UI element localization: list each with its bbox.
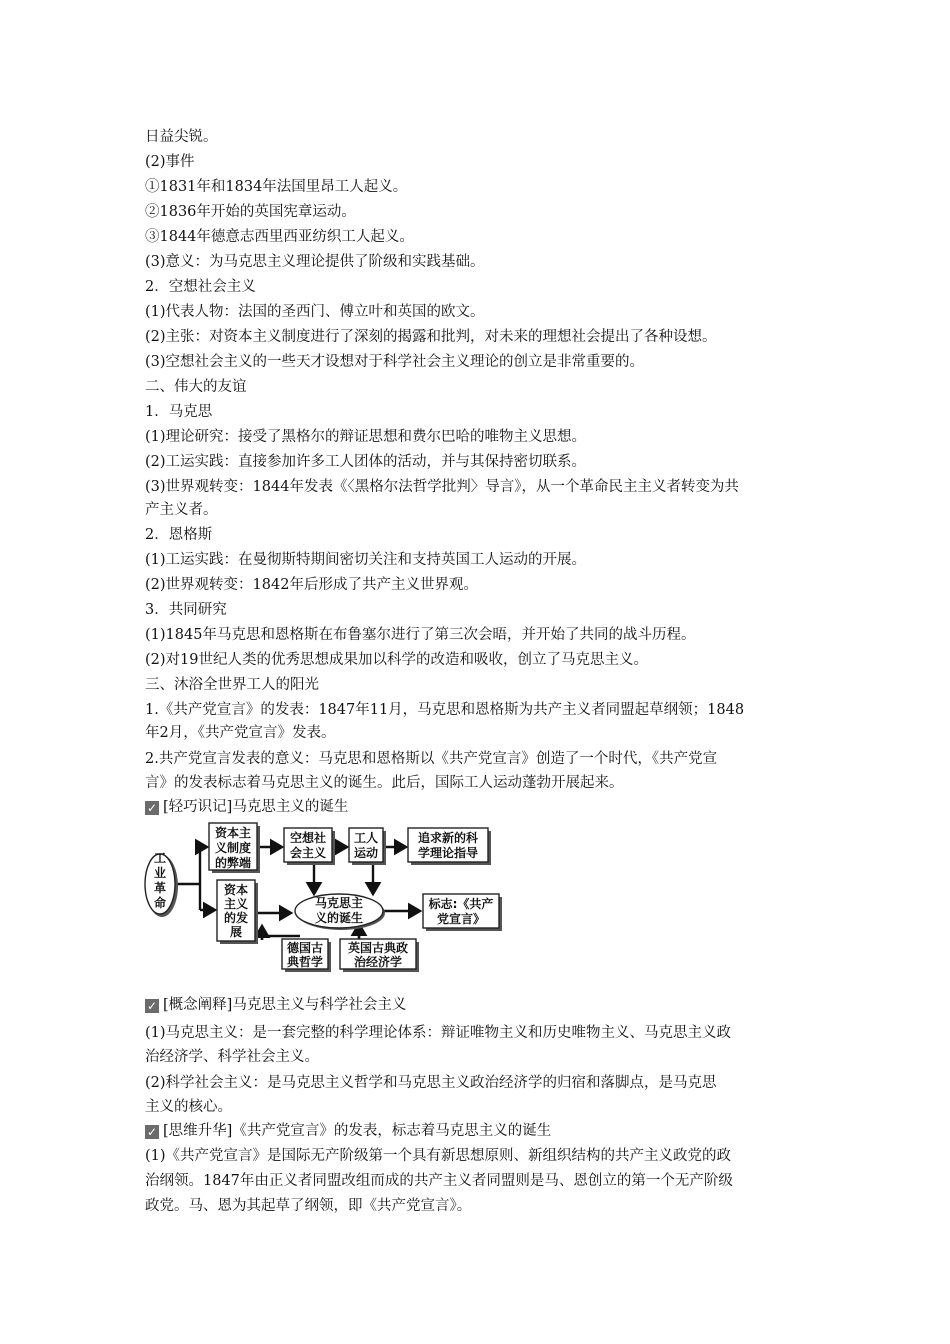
node-text: 革 bbox=[153, 881, 167, 895]
svg-text:德国古: 德国古 bbox=[286, 941, 324, 955]
svg-text:义的诞生: 义的诞生 bbox=[314, 911, 364, 925]
checkbox-icon: ✓ bbox=[146, 999, 158, 1013]
text-line: ③1844年德意志西里西亚纺织工人起义。 bbox=[145, 229, 414, 245]
svg-text:英国古典政: 英国古典政 bbox=[347, 941, 409, 955]
text-line: (2)工运实践：直接参加许多工人团体的活动，并与其保持密切联系。 bbox=[145, 454, 587, 470]
industrial-revolution-node bbox=[145, 851, 178, 917]
text-line: (3)世界观转变：1844年发表《〈黑格尔法哲学批判〉导言》，从一个革命民主主义者转变为共 bbox=[145, 479, 739, 495]
text-line: 3．共同研究 bbox=[145, 602, 227, 618]
section-thinking-title: [思维升华]《共产党宣言》的发表，标志着马克思主义的诞生 bbox=[163, 1123, 552, 1139]
section-heading: 二、伟大的友谊 bbox=[145, 379, 247, 395]
text-line: (1)代表人物：法国的圣西门、傅立叶和英国的欧文。 bbox=[145, 304, 485, 320]
text-line: (2)主张：对资本主义制度进行了深刻的揭露和批判，对未来的理想社会提出了各种设想。 bbox=[145, 329, 717, 345]
text-line: ②1836年开始的英国宪章运动。 bbox=[145, 204, 356, 220]
text-line: (1)《共产党宣言》是国际无产阶级第一个具有新思想原则、新组织结构的共产主义政党的政 bbox=[145, 1148, 732, 1164]
text-line: (2)世界观转变：1842年后形成了共产主义世界观。 bbox=[145, 577, 478, 593]
text-line: 政党。马、恩为其起草了纲领，即《共产党宣言》。 bbox=[145, 1198, 472, 1214]
svg-text:党宣言》: 党宣言》 bbox=[436, 912, 486, 926]
svg-text:会主义: 会主义 bbox=[289, 846, 327, 860]
german-philosophy-node bbox=[282, 939, 331, 972]
text-line: (2)对19世纪人类的优秀思想成果加以科学的改造和吸收，创立了马克思主义。 bbox=[145, 652, 648, 668]
checkbox-icon: ✓ bbox=[146, 801, 158, 815]
text-line: 1.《共产党宣言》的发表：1847年11月，马克思和恩格斯为共产主义者同盟起草纲领；1848 bbox=[145, 702, 745, 718]
text-line: (1)1845年马克思和恩格斯在布鲁塞尔进行了第三次会晤，并开始了共同的战斗历程。 bbox=[145, 627, 696, 643]
text-line: 2.共产党宣言发表的意义：马克思和恩格斯以《共产党宣言》创造了一个时代，《共产党宣 bbox=[145, 751, 718, 767]
text-line: (1)马克思主义：是一套完整的科学理论体系：辩证唯物主义和历史唯物主义、马克思主义政 bbox=[145, 1025, 732, 1041]
workers-movement-node bbox=[349, 828, 386, 865]
capitalism-flaws-node bbox=[209, 823, 260, 873]
svg-text:展: 展 bbox=[229, 925, 243, 939]
checkbox-icon: ✓ bbox=[146, 1125, 158, 1139]
text-line: 2．空想社会主义 bbox=[145, 279, 256, 295]
text-line: 2．恩格斯 bbox=[145, 527, 213, 543]
section-concept-heading bbox=[145, 995, 406, 1015]
text-line: (1)工运实践：在曼彻斯特期间密切关注和支持英国工人运动的开展。 bbox=[145, 552, 587, 568]
text-line: 1．马克思 bbox=[145, 404, 213, 420]
section-heading: 三、沐浴全世界工人的阳光 bbox=[145, 677, 319, 693]
svg-text:主义: 主义 bbox=[223, 897, 249, 911]
utopian-socialism-node bbox=[284, 828, 335, 865]
svg-text:马克思主: 马克思主 bbox=[314, 896, 364, 910]
svg-text:典哲学: 典哲学 bbox=[286, 955, 324, 969]
node-text: 命 bbox=[153, 896, 167, 910]
text-line: 日益尖锐。 bbox=[145, 129, 218, 145]
svg-text:的发: 的发 bbox=[223, 911, 249, 925]
section-light-heading bbox=[145, 797, 348, 817]
marxism-birth-node bbox=[295, 894, 385, 930]
section-thinking-heading bbox=[145, 1121, 551, 1141]
text-line: 主义的核心。 bbox=[145, 1099, 232, 1115]
svg-text:运动: 运动 bbox=[353, 846, 379, 860]
text-line: ①1831年和1834年法国里昂工人起义。 bbox=[145, 179, 408, 195]
svg-text:资本主: 资本主 bbox=[214, 826, 252, 840]
text-line: (3)意义：为马克思主义理论提供了阶级和实践基础。 bbox=[145, 254, 485, 270]
text-line: 治纲领。1847年由正义者同盟改组而成的共产主义者同盟则是马、恩创立的第一个无产阶级 bbox=[145, 1173, 733, 1189]
text-line: 年2月，《共产党宣言》发表。 bbox=[145, 725, 336, 741]
svg-text:资本: 资本 bbox=[223, 883, 249, 897]
svg-text:工人: 工人 bbox=[353, 831, 379, 845]
text-line: 产主义者。 bbox=[145, 502, 218, 518]
svg-text:标志:《共产: 标志:《共产 bbox=[428, 897, 494, 911]
british-economics-node bbox=[340, 939, 419, 972]
capitalism-development-node bbox=[217, 880, 258, 944]
section-concept-title: [概念阐释]马克思主义与科学社会主义 bbox=[163, 997, 407, 1013]
svg-text:的弊端: 的弊端 bbox=[214, 856, 252, 870]
text-line: 治经济学、科学社会主义。 bbox=[145, 1049, 319, 1065]
svg-text:空想社: 空想社 bbox=[289, 831, 327, 845]
marxism-birth-diagram bbox=[140, 822, 520, 974]
svg-text:追求新的科: 追求新的科 bbox=[417, 831, 479, 845]
text-line: (2)事件 bbox=[145, 154, 195, 170]
node-text: 业 bbox=[153, 866, 167, 880]
svg-text:治经济学: 治经济学 bbox=[353, 955, 403, 969]
node-text: 工 bbox=[153, 851, 167, 865]
text-line: (3)空想社会主义的一些天才设想对于科学社会主义理论的创立是非常重要的。 bbox=[145, 354, 645, 370]
scientific-guidance-node bbox=[408, 828, 491, 865]
text-line: (2)科学社会主义：是马克思主义哲学和马克思主义政治经济学的归宿和落脚点，是马克思 bbox=[145, 1075, 717, 1091]
symbol-manifesto-node bbox=[423, 894, 502, 931]
svg-text:学理论指导: 学理论指导 bbox=[417, 846, 479, 860]
svg-text:义制度: 义制度 bbox=[214, 841, 252, 855]
text-line: (1)理论研究：接受了黑格尔的辩证思想和费尔巴哈的唯物主义思想。 bbox=[145, 429, 587, 445]
section-light-title: [轻巧识记]马克思主义的诞生 bbox=[163, 799, 349, 815]
text-line: 言》的发表标志着马克思主义的诞生。此后，国际工人运动蓬勃开展起来。 bbox=[145, 775, 624, 791]
